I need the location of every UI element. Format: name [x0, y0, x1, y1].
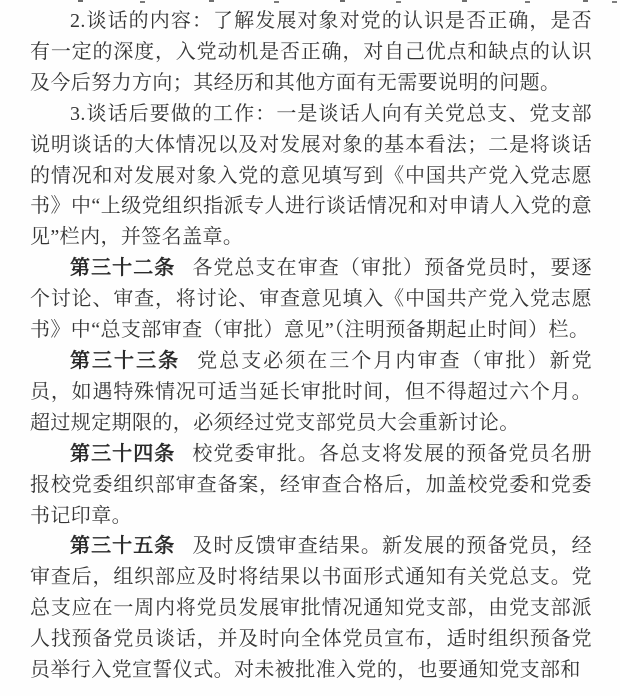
paragraph-post-talk-work [30, 99, 592, 254]
paragraph-article-35 [30, 531, 592, 686]
article-32-heading: 第三十二条 [70, 257, 176, 280]
document-content [30, 6, 592, 686]
paragraph-text: 校党委审批。各总支将发展的预备党员名册报校党委组织部审查备案，经审查合格后，加盖校党委和党委书记印章。 [30, 442, 593, 527]
paragraph-article-33 [30, 346, 592, 439]
paragraph-text: 3.谈话后要做的工作：一是谈话人向有关党总支、党支部说明谈话的大体情况以及对发展对象的基本看法；二是将谈话的情况和对发展对象入党的意见填写到《中国共产党入党志愿书》中“上级党组织指派专人进行谈话情况和对申请人入党的意见”栏内，并签名盖章。 [30, 102, 592, 249]
article-35-heading: 第三十五条 [70, 535, 176, 558]
paragraph-talk-content [30, 6, 592, 99]
cropped-previous-line-artifact [0, 0, 620, 4]
article-33-heading: 第三十三条 [70, 349, 181, 372]
paragraph-text: 党总支必须在三个月内审查（审批）新党员，如遇特殊情况可适当延长审批时间，但不得超过六个月。超过规定期限的，必须经过党支部党员大会重新讨论。 [30, 349, 593, 434]
article-34-heading: 第三十四条 [70, 442, 176, 465]
paragraph-article-34 [30, 439, 592, 532]
paragraph-text: 及时反馈审查结果。新发展的预备党员，经审查后，组织部应及时将结果以书面形式通知有关党总支。党总支应在一周内将党员发展审批情况通知党支部，由党支部派人找预备党员谈话，并及时向全体党员宣布，适时组织预备党员举行入党宣誓仪式。对未被批准入党的，也要通知党支部和 [30, 535, 593, 682]
paragraph-text: 各党总支在审查（审批）预备党员时，要逐个讨论、审查，将讨论、审查意见填入《中国共产党入党志愿书》中“总支部审查（审批）意见”（注明预备期起止时间）栏。 [30, 257, 593, 342]
paragraph-text: 2.谈话的内容：了解发展对象对党的认识是否正确，是否有一定的深度，入党动机是否正确，对自己优点和缺点的认识及今后努力方向；其经历和其他方面有无需要说明的问题。 [30, 10, 592, 94]
paragraph-article-32 [30, 253, 592, 346]
